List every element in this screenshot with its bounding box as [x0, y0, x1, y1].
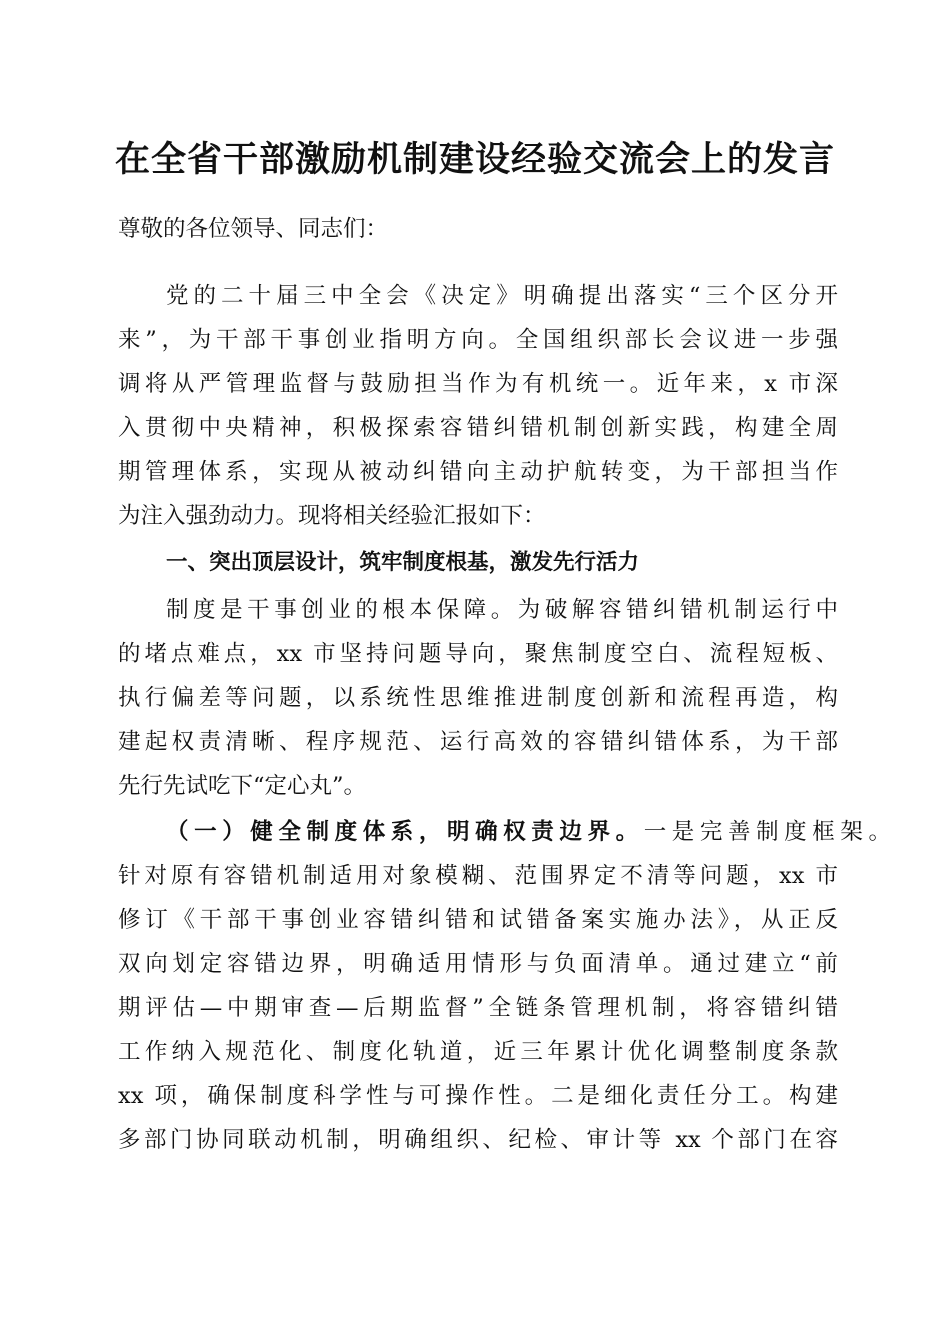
- paragraph-line: 先行先试吃下“定心丸”。: [118, 773, 367, 799]
- paragraph-line: 的堵点难点，xx 市坚持问题导向，聚焦制度空白、流程短板、: [118, 641, 838, 667]
- paragraph-line: 建起权责清晰、程序规范、运行高效的容错纠错体系，为干部: [118, 729, 838, 755]
- paragraph-line: 修订《干部干事创业容错纠错和试错备案实施办法》，从正反: [118, 907, 838, 933]
- paragraph-line: 针对原有容错机制适用对象模糊、范围界定不清等问题，xx 市: [118, 863, 838, 889]
- paragraph-line: 来”，为干部干事创业指明方向。全国组织部长会议进一步强: [118, 327, 838, 353]
- paragraph-line: 制度是干事创业的根本保障。为破解容错纠错机制运行中: [166, 597, 838, 623]
- paragraph-line: 调将从严管理监督与鼓励担当作为有机统一。近年来，x 市深: [118, 371, 838, 397]
- paragraph-line: 期管理体系，实现从被动纠错向主动护航转变，为干部担当作: [118, 459, 838, 485]
- paragraph-line: 多部门协同联动机制，明确组织、纪检、审计等 xx 个部门在容: [118, 1127, 838, 1153]
- paragraph-line: 执行偏差等问题，以系统性思维推进制度创新和流程再造，构: [118, 685, 838, 711]
- subsection-heading: （一）健全制度体系，明确权责边界。: [166, 819, 644, 845]
- salutation: 尊敬的各位领导、同志们：: [118, 216, 389, 242]
- paragraph-line: 为注入强劲动力。现将相关经验汇报如下：: [118, 503, 546, 529]
- paragraph-line: 入贯彻中央精神，积极探索容错纠错机制创新实践，构建全周: [118, 415, 838, 441]
- paragraph-line: xx 项，确保制度科学性与可操作性。二是细化责任分工。构建: [118, 1083, 838, 1109]
- paragraph-text: 一是完善制度框架。: [643, 819, 891, 845]
- paragraph-line: 双向划定容错边界，明确适用情形与负面清单。通过建立“前: [118, 951, 838, 977]
- section-heading: 一、突出顶层设计，筑牢制度根基，激发先行活力: [166, 550, 640, 575]
- document-title: 在全省干部激励机制建设经验交流会上的发言: [114, 139, 835, 180]
- paragraph-line: 期评估—中期审查—后期监督”全链条管理机制，将容错纠错: [118, 995, 838, 1021]
- paragraph-line: [166, 812, 891, 852]
- paragraph-line: 党的二十届三中全会《决定》明确提出落实“三个区分开: [166, 283, 838, 309]
- paragraph-line: 工作纳入规范化、制度化轨道，近三年累计优化调整制度条款: [118, 1039, 838, 1065]
